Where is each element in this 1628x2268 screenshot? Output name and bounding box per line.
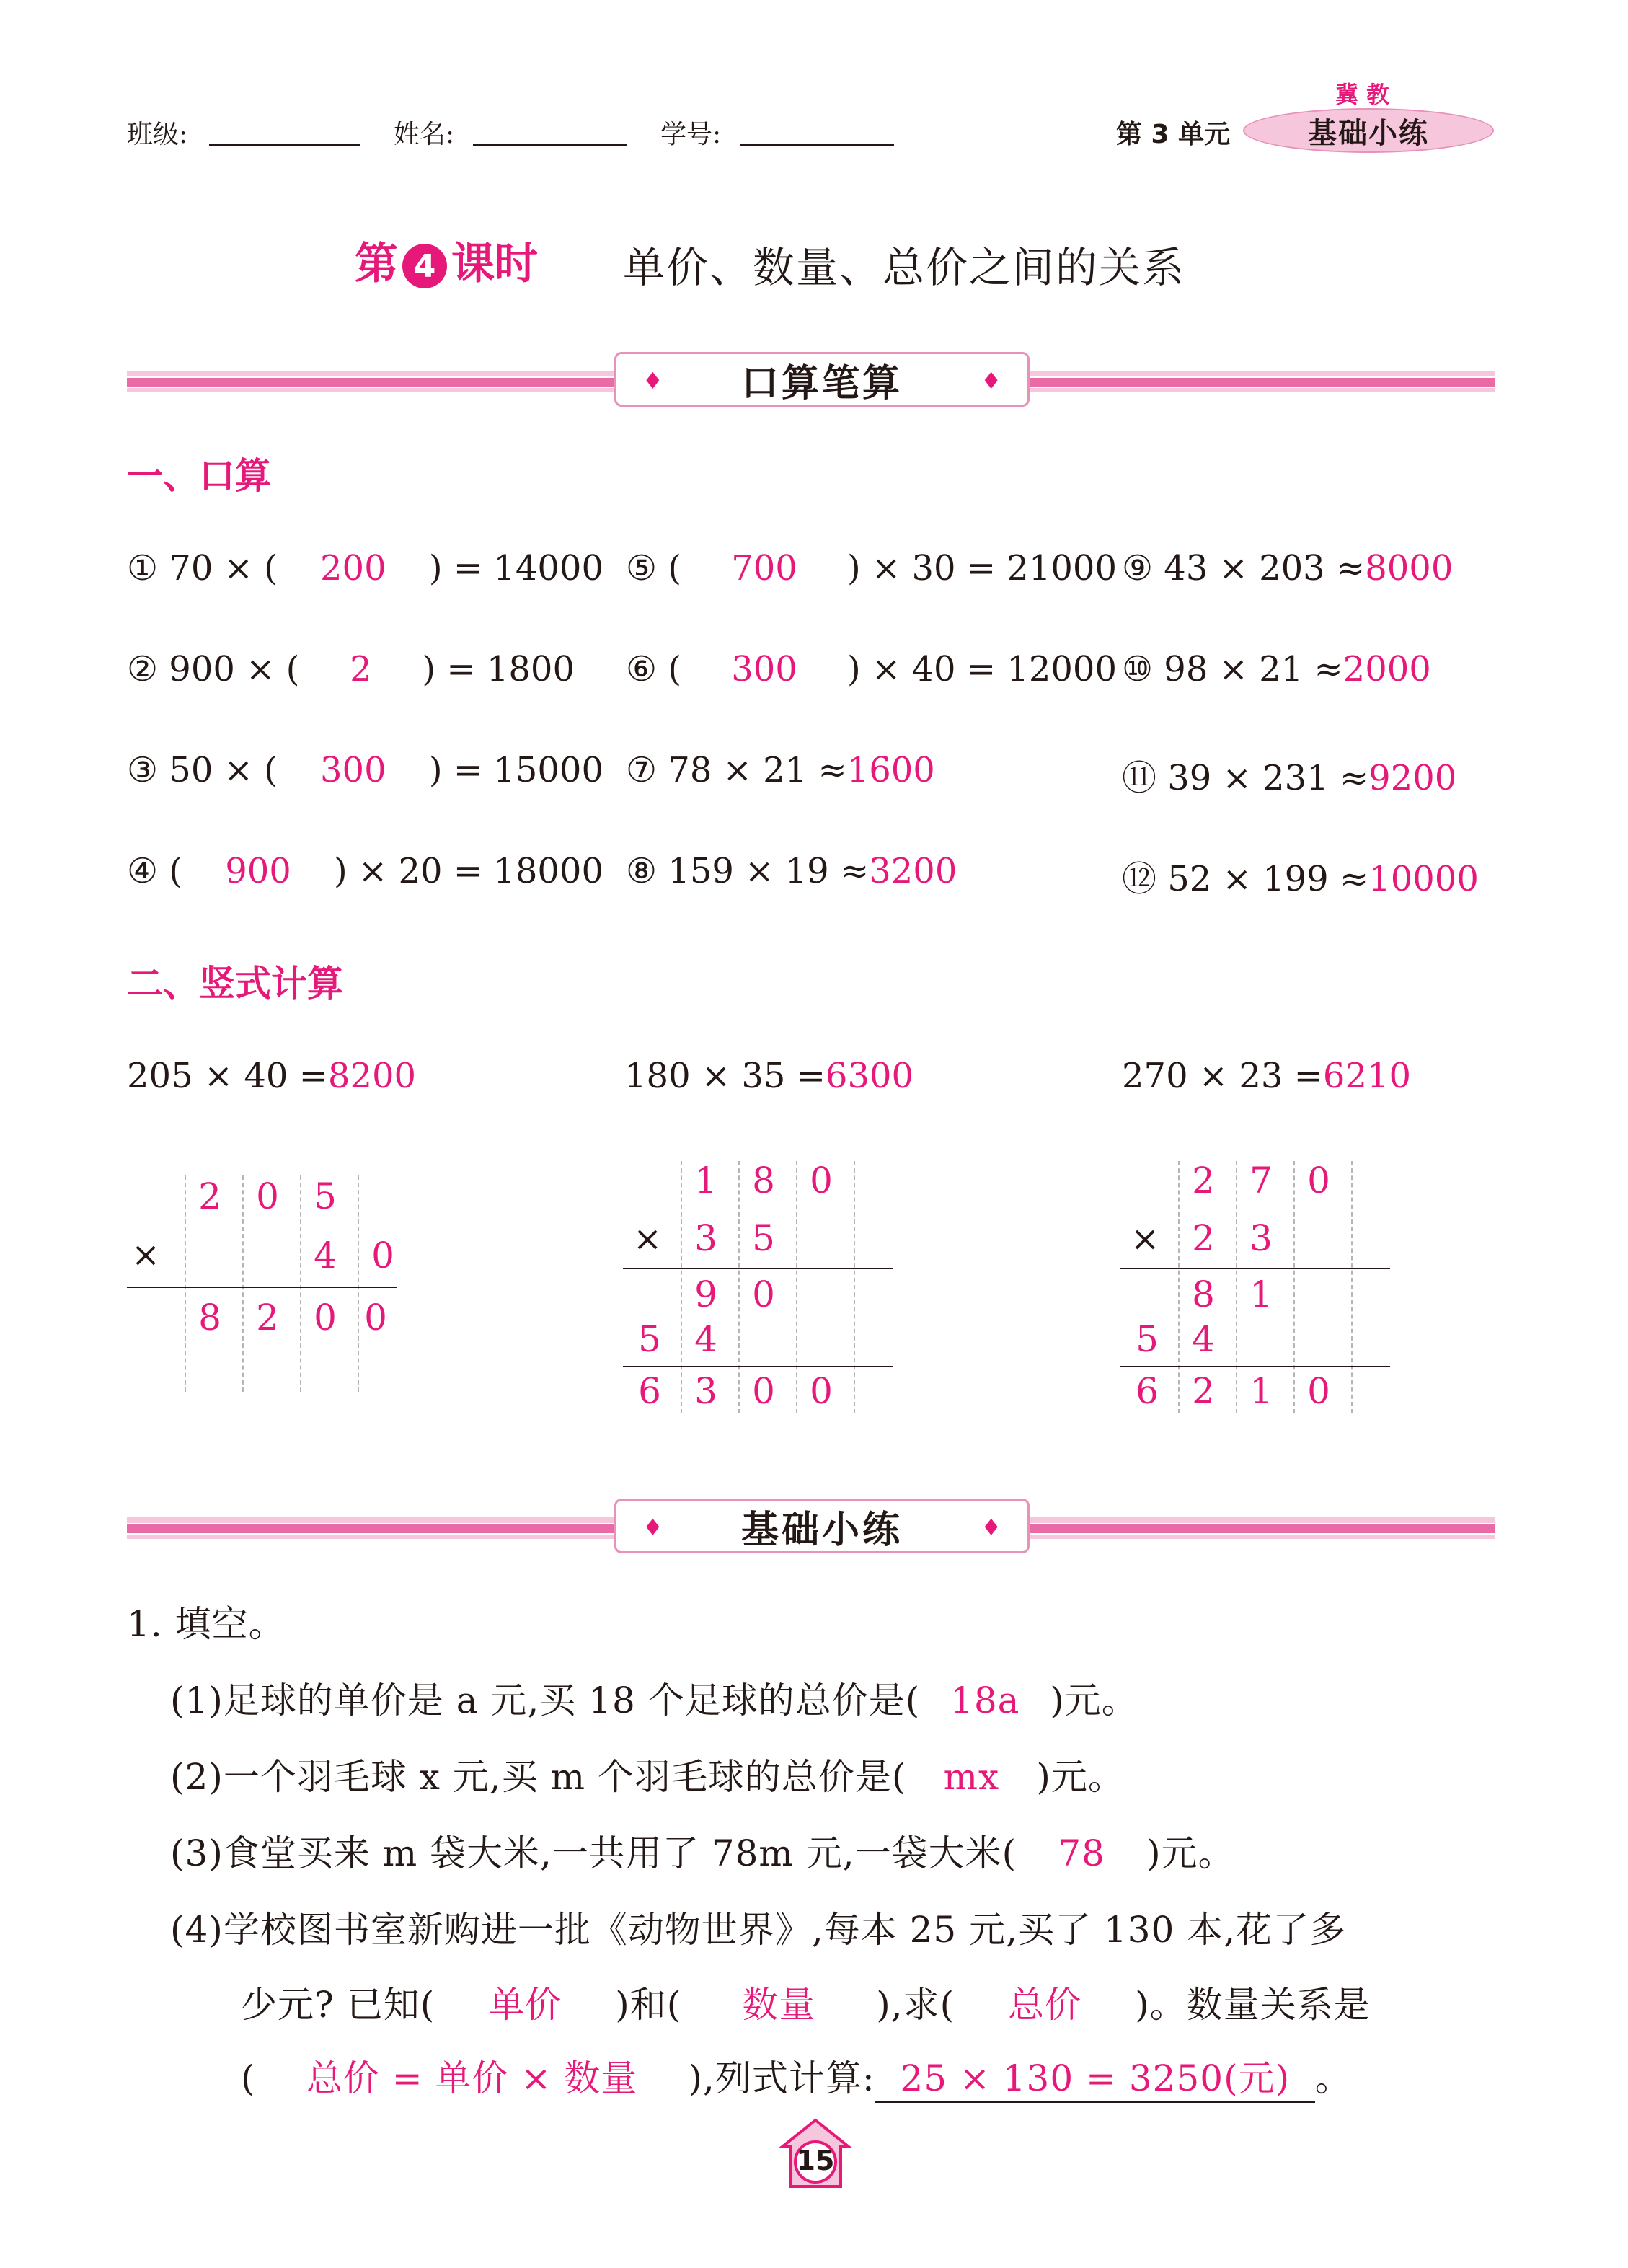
digit: 4 — [694, 1318, 717, 1360]
diamond-icon: ♦ — [981, 1514, 1001, 1541]
section-header — [614, 1499, 1030, 1553]
name-field[interactable] — [473, 144, 627, 146]
digit: 5 — [638, 1318, 661, 1360]
oral-item: ⑥ ( 300 ) × 40 = 12000 — [626, 649, 1117, 689]
digit: 1 — [1249, 1370, 1273, 1412]
digit: 2 — [1192, 1217, 1215, 1259]
publisher-label: 冀 教 — [1335, 81, 1390, 108]
question-item: (4)学校图书室新购进一批《动物世界》,每本 25 元,买了 130 本,花了多 — [170, 1909, 1347, 1951]
student-id-field[interactable] — [740, 144, 894, 146]
digit: 2 — [1192, 1370, 1215, 1412]
digit: 0 — [1307, 1160, 1330, 1201]
oral-item: ⑧ 159 × 19 ≈3200 — [626, 851, 957, 891]
diamond-icon: ♦ — [642, 1514, 663, 1541]
oral-item: ⑨ 43 × 203 ≈8000 — [1122, 548, 1454, 588]
digit: 0 — [256, 1175, 279, 1217]
answer-blank[interactable]: 25 × 130 = 3250(元) — [875, 2049, 1315, 2103]
digit: 2 — [256, 1297, 279, 1338]
section-title: 基础小练 — [740, 1508, 903, 1552]
digit: 2 — [1192, 1160, 1215, 1201]
digit: 4 — [1192, 1318, 1215, 1360]
digit: 4 — [314, 1235, 337, 1276]
page-number-badge — [779, 2117, 852, 2191]
digit: 0 — [314, 1297, 337, 1338]
name-label: 姓名: — [394, 120, 455, 149]
digit: 3 — [1249, 1217, 1273, 1259]
digit: 8 — [198, 1297, 221, 1338]
oral-item: ⑦ 78 × 21 ≈1600 — [626, 750, 935, 790]
oral-item: ⑤ ( 700 ) × 30 = 21000 — [626, 548, 1117, 588]
lesson-suffix: 课时 — [451, 239, 538, 289]
digit: 8 — [752, 1160, 775, 1201]
lesson-number — [355, 229, 538, 291]
vertical-calc — [127, 1168, 415, 1399]
question-item-line: ( 总价 = 单价 × 数量 ),列式计算: 25 × 130 = 3250(元) 。 — [241, 2049, 1352, 2103]
student-id-label: 学号: — [660, 120, 722, 149]
diamond-icon: ♦ — [981, 367, 1001, 394]
digit: 0 — [371, 1235, 394, 1276]
digit: 8 — [1192, 1274, 1215, 1315]
series-badge-text: 基础小练 — [1308, 116, 1429, 150]
lesson-prefix: 第 — [355, 239, 398, 289]
class-label: 班级: — [127, 120, 188, 149]
part-heading: 一、口算 — [127, 455, 271, 497]
vertical-expression: 205 × 40 =8200 — [127, 1056, 417, 1096]
diamond-icon: ♦ — [642, 367, 663, 394]
digit: 0 — [810, 1160, 833, 1201]
digit: 0 — [364, 1297, 387, 1338]
digit: 0 — [1307, 1370, 1330, 1412]
digit: 3 — [694, 1370, 717, 1412]
oral-item: ⑪ 39 × 231 ≈9200 — [1122, 758, 1457, 798]
digit: 9 — [694, 1274, 717, 1315]
question-heading: 1. 填空。 — [127, 1603, 286, 1645]
digit: 1 — [1249, 1274, 1273, 1315]
digit: 1 — [694, 1160, 717, 1201]
digit: 5 — [1136, 1318, 1159, 1360]
page-title: 单价、数量、总价之间的关系 — [623, 243, 1186, 292]
times-sign: × — [633, 1219, 663, 1259]
lesson-number-circle: 4 — [402, 244, 447, 288]
class-field[interactable] — [209, 144, 360, 146]
digit: 0 — [752, 1370, 775, 1412]
digit: 6 — [638, 1370, 661, 1412]
vertical-calc — [1120, 1154, 1409, 1421]
digit: 2 — [198, 1175, 221, 1217]
digit: 0 — [810, 1370, 833, 1412]
digit: 6 — [1136, 1370, 1159, 1412]
digit: 5 — [314, 1175, 337, 1217]
oral-item: ① 70 × ( 200 ) = 14000 — [127, 548, 603, 588]
vertical-expression: 270 × 23 =6210 — [1122, 1056, 1412, 1096]
section-title: 口算笔算 — [740, 361, 903, 405]
times-sign: × — [131, 1235, 161, 1275]
oral-item: ③ 50 × ( 300 ) = 15000 — [127, 750, 603, 790]
oral-item: ④ ( 900 ) × 20 = 18000 — [127, 851, 603, 891]
section-header — [614, 352, 1030, 407]
digit: 3 — [694, 1217, 717, 1259]
page-number: 15 — [796, 2145, 835, 2176]
digit: 5 — [752, 1217, 775, 1259]
oral-item: ⑫ 52 × 199 ≈10000 — [1122, 859, 1479, 899]
oral-item: ⑩ 98 × 21 ≈2000 — [1122, 649, 1431, 689]
vertical-calc — [623, 1154, 911, 1421]
digit: 0 — [752, 1274, 775, 1315]
question-item: (3)食堂买来 m 袋大米,一共用了 78m 元,一袋大米( 78 )元。 — [170, 1832, 1235, 1874]
series-badge — [1243, 108, 1494, 153]
vertical-expression: 180 × 35 =6300 — [624, 1056, 914, 1096]
oral-item: ② 900 × ( 2 ) = 1800 — [127, 649, 575, 689]
question-item-line: 少元? 已知( 单价 )和( 数量 ),求( 总价 )。数量关系是 — [241, 1984, 1371, 2026]
question-item: (2)一个羽毛球 x 元,买 m 个羽毛球的总价是( mx )元。 — [170, 1756, 1125, 1798]
times-sign: × — [1131, 1219, 1160, 1259]
part-heading: 二、竖式计算 — [127, 963, 343, 1005]
question-item: (1)足球的单价是 a 元,买 18 个足球的总价是( 18a )元。 — [170, 1680, 1138, 1721]
digit: 7 — [1249, 1160, 1273, 1201]
unit-label: 第 3 单元 — [1116, 120, 1231, 149]
